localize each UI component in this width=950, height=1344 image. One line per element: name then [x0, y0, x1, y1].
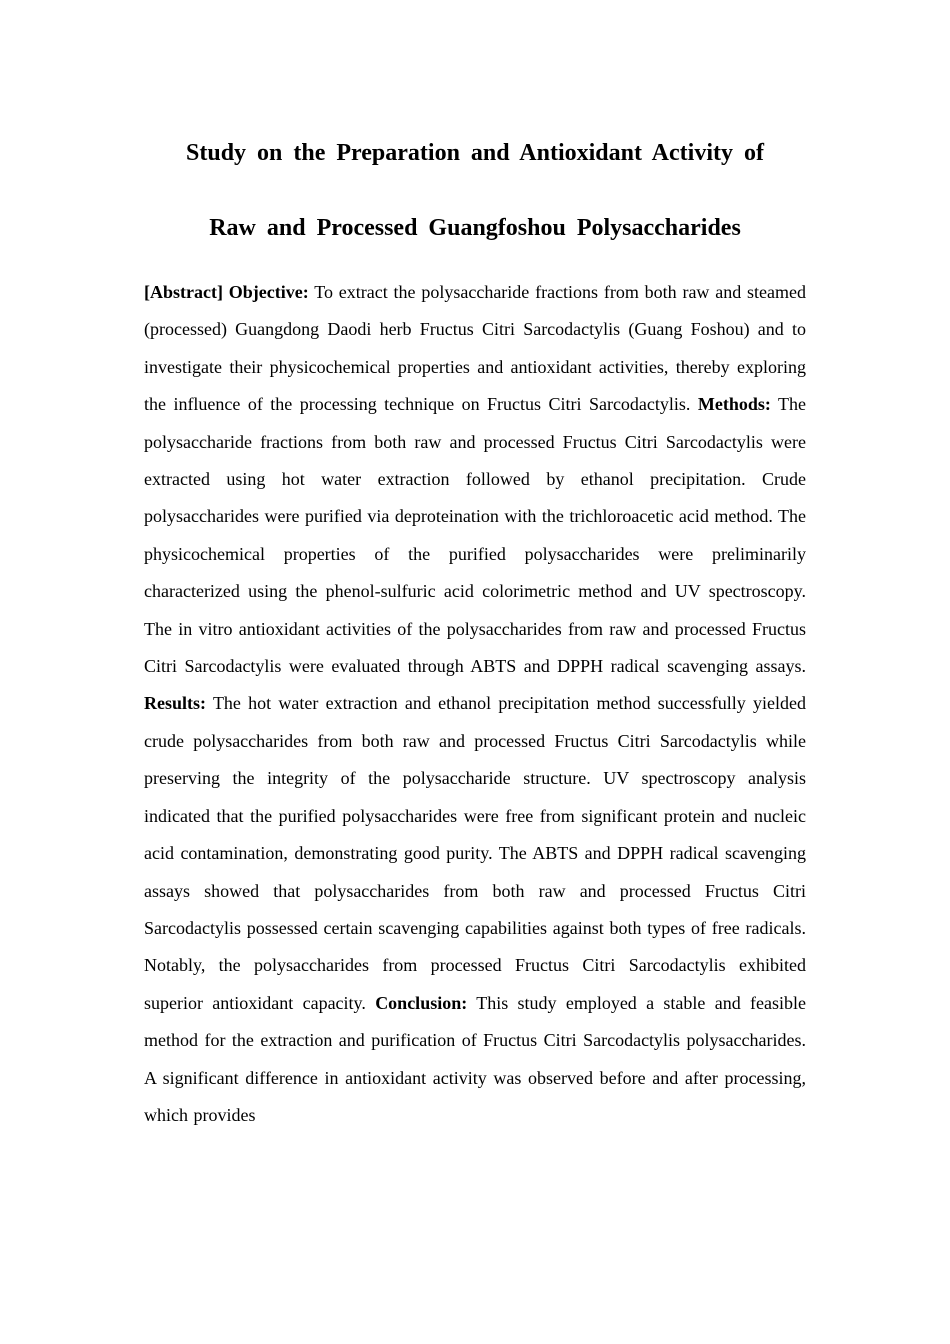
conclusion-text: This study employed a stable and feasible method for the extraction and purification of Fructus Citri Sarcodactylis polysaccharides. A significant difference in antioxidant activity was observed before and after processing, which provides [144, 992, 806, 1125]
results-label: Results: [144, 693, 206, 714]
conclusion-label: Conclusion: [375, 992, 468, 1013]
methods-text: The polysaccharide fractions from both raw and processed Fructus Citri Sarcodactylis were extracted using hot water extraction followed by ethanol precipitation. Crude polysaccharides were purified via deproteination with the trichloroacetic acid method. The physicochemical properties of the purified polysaccharides were preliminarily characterized using the phenol-sulfuric acid colorimetric method and UV spectroscopy. The in vitro antioxidant activities of the polysaccharides from raw and processed Fructus Citri Sarcodactylis were evaluated through ABTS and DPPH radical scavenging assays. [144, 394, 806, 677]
abstract-tag: [Abstract] [144, 282, 223, 302]
objective-text: To extract the polysaccharide fractions from both raw and steamed (processed) Guangdong Daodi herb Fructus Citri Sarcodactylis (Guang Foshou) and to investigate their physicochemical properties and antioxidant activities, thereby exploring the influence of the processing technique on Fructus Citri Sarcodactylis. [144, 282, 806, 415]
methods-label: Methods: [697, 394, 771, 415]
paper-title-line-2: Raw and Processed Guangfoshou Polysaccharides [209, 215, 741, 241]
paper-title-line-1: Study on the Preparation and Antioxidant Activity of [186, 140, 764, 166]
results-text: The hot water extraction and ethanol precipitation method successfully yielded crude polysaccharides from both raw and processed Fructus Citri Sarcodactylis while preserving the integrity of the polysaccharide structure. UV spectroscopy analysis indicated that the purified polysaccharides were free from significant protein and nucleic acid contamination, demonstrating good purity. The ABTS and DPPH radical scavenging assays showed that polysaccharides from both raw and processed Fructus Citri Sarcodactylis possessed certain scavenging capabilities against both types of free radicals. Notably, the polysaccharides from processed Fructus Citri Sarcodactylis exhibited superior antioxidant capacity. [144, 693, 806, 1013]
objective-label: Objective: [228, 282, 309, 302]
paper-title [144, 116, 806, 266]
abstract-paragraph [144, 274, 806, 1134]
